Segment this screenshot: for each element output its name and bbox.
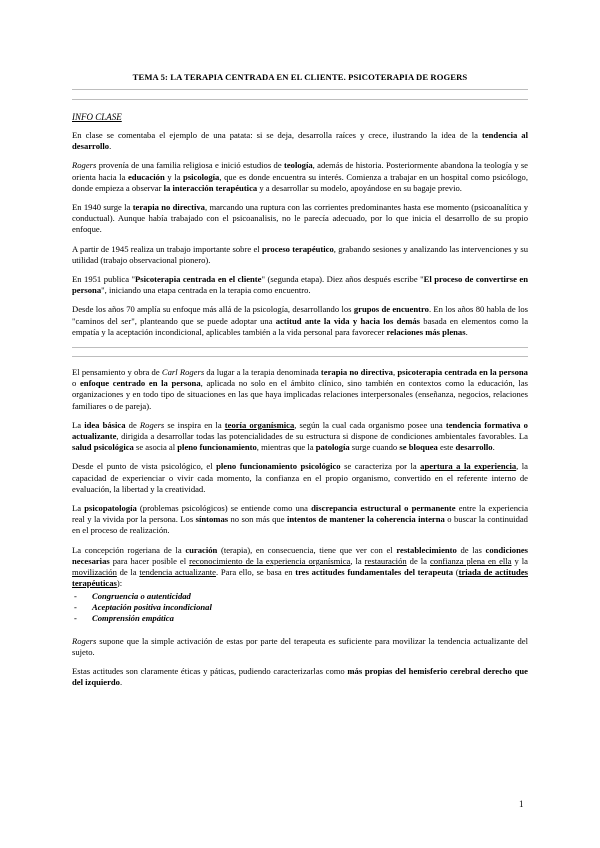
paragraph-3: En 1940 surge la terapia no directiva, marcando una ruptura con las corrientes predominantes hasta ese momento (psicoanalítica y conductual). Aunque había trabajado con el psicoanalisis, no le parecía adecuado, por lo que inicia el desarrollo de su propio enfoque. bbox=[72, 202, 528, 235]
document-page bbox=[72, 70, 528, 688]
page-title: TEMA 5: LA TERAPIA CENTRADA EN EL CLIENTE. PSICOTERAPIA DE ROGERS bbox=[132, 72, 468, 82]
divider bbox=[72, 89, 528, 90]
paragraph-2: Rogers provenía de una familia religiosa e inició estudios de teología, además de historia. Posteriormente abandona la teología y se orienta hacia la educación y la psicología, que es donde encuentra su interés. Comienza a trabajar en un hospital como psicólogo, donde empieza a observar la interacción terapéutica y a desarrollar su modelo, apoyándose en su bagaje previo. bbox=[72, 160, 528, 193]
paragraph-5: En 1951 publica "Psicoterapia centrada en el cliente" (segunda etapa). Diez años después escribe "El proceso de convertirse en persona", iniciando una etapa centrada en la terapia como encuentro. bbox=[72, 274, 528, 296]
list-item: - Aceptación positiva incondicional bbox=[72, 602, 528, 613]
list-item: - Congruencia o autenticidad bbox=[72, 591, 528, 602]
divider bbox=[72, 356, 528, 357]
paragraph-6: Desde los años 70 amplía su enfoque más allá de la psicología, desarrollando los grupos de encuentro. En los años 80 habla de los "caminos del ser", planteando que se puede adoptar una actitud ante la vida y hacia los demás basada en elementos como la empatía y la aceptación incondicional, aplicables también a la vida personal para favorecer relaciones más plenas. bbox=[72, 304, 529, 337]
attitudes-list bbox=[72, 591, 528, 624]
paragraph-10: La psicopatología (problemas psicológicos) se entiende como una discrepancia estructural o permanente entre la experiencia real y la vivida por la persona. Los síntomas no son más que intentos de mantener la coherencia interna o buscar la continuidad en el proceso de realización. bbox=[72, 503, 529, 536]
paragraph-8: La idea básica de Rogers se inspira en la teoría organísmica, según la cual cada organismo posee una tendencia formativa o actualizante, dirigida a desarrollar todas las potencialidades de su estructura si dispone de condiciones ambientales favorables. La salud psicológica se asocia al pleno funcionamiento, mientras que la patología surge cuando se bloquea este desarrollo. bbox=[72, 419, 528, 453]
divider bbox=[72, 347, 528, 348]
paragraph-9: Desde el punto de vista psicológico, el pleno funcionamiento psicológico se caracteriza por la apertura a la experiencia, la capacidad de experienciar o vivir cada momento, la confianza en el propio organismo, convertido en el referente interno de evaluación, la libertad y la creatividad. bbox=[72, 461, 528, 494]
paragraph-1: En clase se comentaba el ejemplo de una patata: si se deja, desarrolla raíces y crece, ilustrando la idea de la tendencia al desarrollo. bbox=[72, 130, 528, 152]
list-item: - Comprensión empática bbox=[72, 613, 528, 624]
paragraph-13: Estas actitudes son claramente éticas y páticas, pudiendo caracterizarlas como más propias del hemisferio cerebral derecho que del izquierdo. bbox=[72, 665, 528, 688]
paragraph-11: La concepción rogeriana de la curación (terapia), en consecuencia, tiene que ver con el restablecimiento de las condiciones necesarias para hacer posible el reconocimiento de la experiencia organísmica, la restauración de la confianza plena en ella y la movilización de la tendencia actualizante. Para ello, se basa en tres actitudes fundamentales del terapeuta (triada de actitudes terapéuticas): bbox=[72, 544, 529, 589]
divider bbox=[72, 99, 528, 100]
page-number: 1 bbox=[519, 799, 524, 809]
section-heading: INFO CLASE bbox=[72, 112, 122, 122]
paragraph-7: El pensamiento y obra de Carl Rogers da lugar a la terapia denominada terapia no directiva, psicoterapia centrada en la persona o enfoque centrado en la persona, aplicada no solo en el ámbito clínico, sino también en contextos como la educación, las organizaciones y en todo tipo de situaciones en las que haya implicadas relaciones interpersonales (enseñanza, negocios, relaciones familiares o de pareja). bbox=[72, 367, 528, 411]
paragraph-12: Rogers supone que la simple activación de estas por parte del terapeuta es suficiente para movilizar la tendencia actualizante del sujeto. bbox=[72, 635, 528, 657]
paragraph-4: A partir de 1945 realiza un trabajo importante sobre el proceso terapéutico, grabando sesiones y analizando las intervenciones y su utilidad (trabajo observacional pionero). bbox=[72, 243, 528, 265]
